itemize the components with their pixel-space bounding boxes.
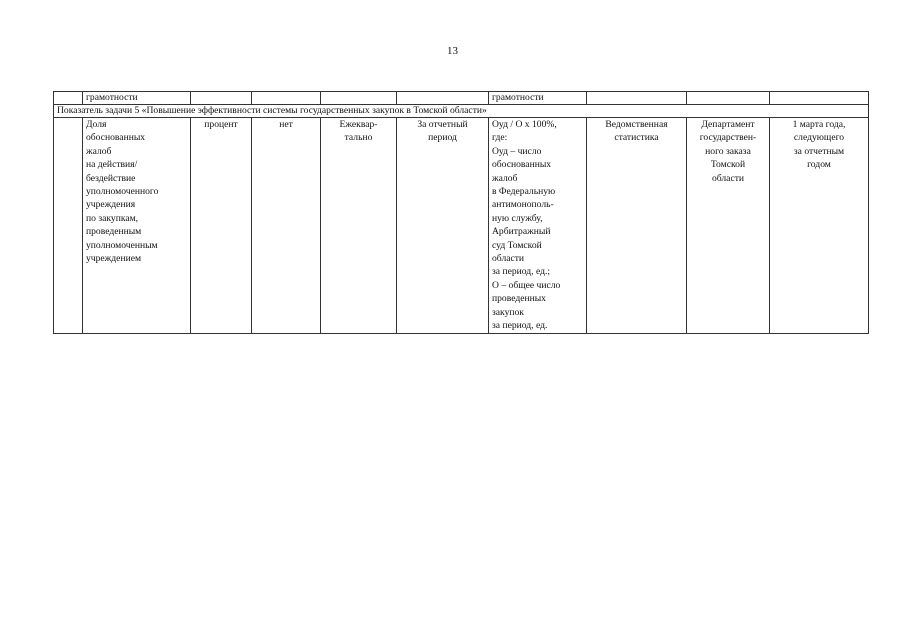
cell-source xyxy=(587,92,687,105)
cell-responsible: Департамент государствен- ного заказа Томской области xyxy=(687,118,770,334)
cell-deadline xyxy=(770,92,869,105)
table-row xyxy=(54,118,869,334)
table-row-previous xyxy=(54,92,869,105)
cell-flag xyxy=(252,92,321,105)
cell-num xyxy=(54,92,83,105)
cell-responsible xyxy=(687,92,770,105)
cell-deadline: 1 марта года, следующего за отчетным годом xyxy=(770,118,869,334)
cell-name: Доля обоснованных жалоб на действия/ бездействие уполномоченного учреждения по закупкам, проведенным уполномоченным учреждением xyxy=(83,118,191,334)
section-header-row xyxy=(54,105,869,118)
indicators-table xyxy=(53,91,869,334)
page-number: 13 xyxy=(447,45,458,57)
cell-period: За отчетный период xyxy=(397,118,489,334)
cell-period xyxy=(397,92,489,105)
cell-frequency: Ежеквар- тально xyxy=(321,118,397,334)
cell-formula: Оуд / О х 100%, где: Оуд – число обоснованных жалоб в Федеральную антимонополь- ную службу, Арбитражный суд Томской области за период, ед.; О – общее число проведенных закупок за период, ед. xyxy=(489,118,587,334)
cell-source: Ведомственная статистика xyxy=(587,118,687,334)
section-header: Показатель задачи 5 «Повышение эффективности системы государственных закупок в Томской области» xyxy=(54,105,869,118)
cell-unit: процент xyxy=(191,118,252,334)
cell-name: грамотности xyxy=(83,92,191,105)
cell-unit xyxy=(191,92,252,105)
cell-frequency xyxy=(321,92,397,105)
cell-formula: грамотности xyxy=(489,92,587,105)
cell-num xyxy=(54,118,83,334)
cell-flag: нет xyxy=(252,118,321,334)
